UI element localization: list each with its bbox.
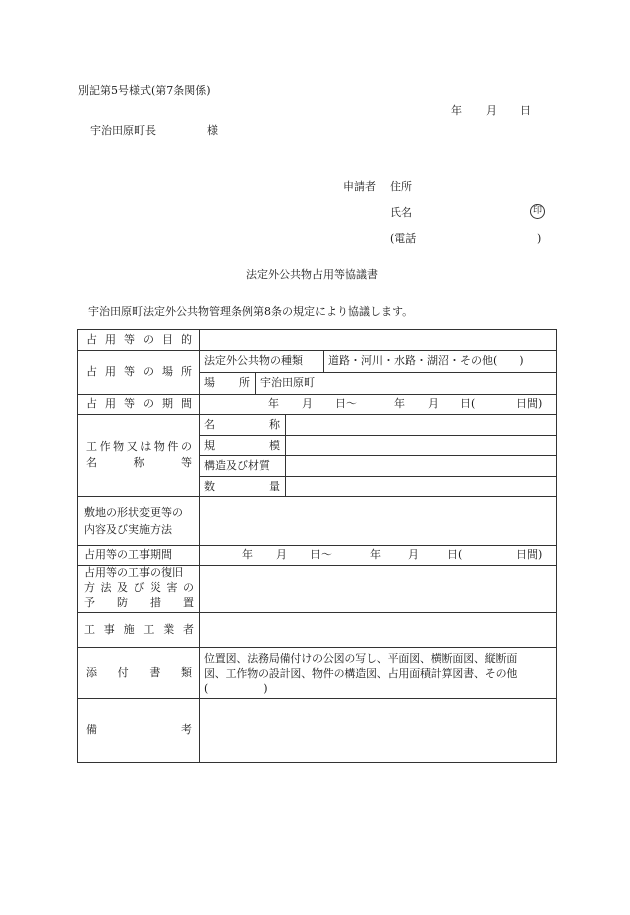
addressee: 宇治田原町長	[90, 124, 156, 137]
structure-label-line2: 名 称 等	[86, 456, 192, 469]
work-period-label: 占用等の工事期間	[84, 548, 172, 561]
attachments-line1: 位置図、法務局備付けの公図の写し、平面図、横断面図、縦断面	[204, 652, 518, 665]
seal-mark: 印	[530, 204, 545, 219]
date-day-label: 日	[520, 104, 531, 117]
agreement-table	[77, 329, 557, 763]
name-label: 氏名	[390, 206, 412, 219]
location-value: 宇治田原町	[260, 376, 315, 389]
period-year: 年	[268, 397, 279, 410]
date-year-label: 年	[451, 104, 462, 117]
structure-label-line1: 工 作 物 又 は 物 件 の	[86, 440, 192, 453]
work-period-days-close: 日間)	[516, 548, 543, 561]
form-number: 別記第5号様式(第7条関係)	[78, 84, 211, 97]
period-day-paren: 日(	[460, 397, 476, 410]
public-property-type-label: 法定外公共物の種類	[204, 354, 303, 367]
attachments-line2: 図、工作物の設計図、物件の構造図、占用面積計算図書、その他	[204, 667, 518, 680]
work-period-year: 年	[242, 548, 253, 561]
date-month-label: 月	[486, 104, 497, 117]
purpose-label: 占 用 等 の 目 的	[86, 333, 192, 346]
period-day-tilde: 日〜	[335, 397, 357, 410]
restore-label-line3: 予 防 措 置	[84, 596, 194, 609]
place-label: 占 用 等 の 場 所	[86, 365, 192, 378]
site-change-label-line1: 敷地の形状変更等の	[84, 506, 183, 519]
work-period-month: 月	[276, 548, 287, 561]
document-title: 法定外公共物占用等協議書	[246, 268, 378, 281]
location-label: 場 所	[204, 376, 250, 389]
intro-text: 宇治田原町法定外公共物管理条例第8条の規定により協議します。	[88, 305, 414, 318]
period-month2: 月	[428, 397, 439, 410]
work-period-year2: 年	[370, 548, 381, 561]
restore-label-line2: 方 法 及 び 災 害 の	[84, 581, 194, 594]
site-change-label-line2: 内容及び実施方法	[84, 523, 172, 536]
phone-open: (電話	[390, 232, 417, 245]
period-label: 占 用 等 の 期 間	[86, 397, 192, 410]
restore-label-line1: 占用等の工事の復旧	[84, 566, 183, 579]
address-label: 住所	[390, 180, 412, 193]
phone-close: )	[537, 232, 542, 245]
sub-quantity-label: 数 量	[204, 480, 280, 493]
period-month: 月	[302, 397, 313, 410]
period-year2: 年	[394, 397, 405, 410]
applicant-label: 申請者	[343, 180, 376, 193]
sub-scale-label: 規 模	[204, 439, 280, 452]
period-days-close: 日間)	[516, 397, 543, 410]
work-period-month2: 月	[408, 548, 419, 561]
sub-material-label: 構造及び材質	[204, 459, 270, 472]
work-period-day-paren: 日(	[447, 548, 463, 561]
work-period-day-tilde: 日〜	[310, 548, 332, 561]
contractor-label: 工 事 施 工 業 者	[84, 623, 194, 636]
attachments-line3: ( )	[204, 682, 268, 695]
public-property-type-options: 道路・河川・水路・湖沼・その他( )	[328, 354, 524, 367]
attachments-label: 添 付 書 類	[86, 666, 192, 679]
sub-name-label: 名 称	[204, 418, 280, 431]
honorific: 様	[207, 124, 218, 137]
remarks-label: 備 考	[86, 723, 192, 736]
